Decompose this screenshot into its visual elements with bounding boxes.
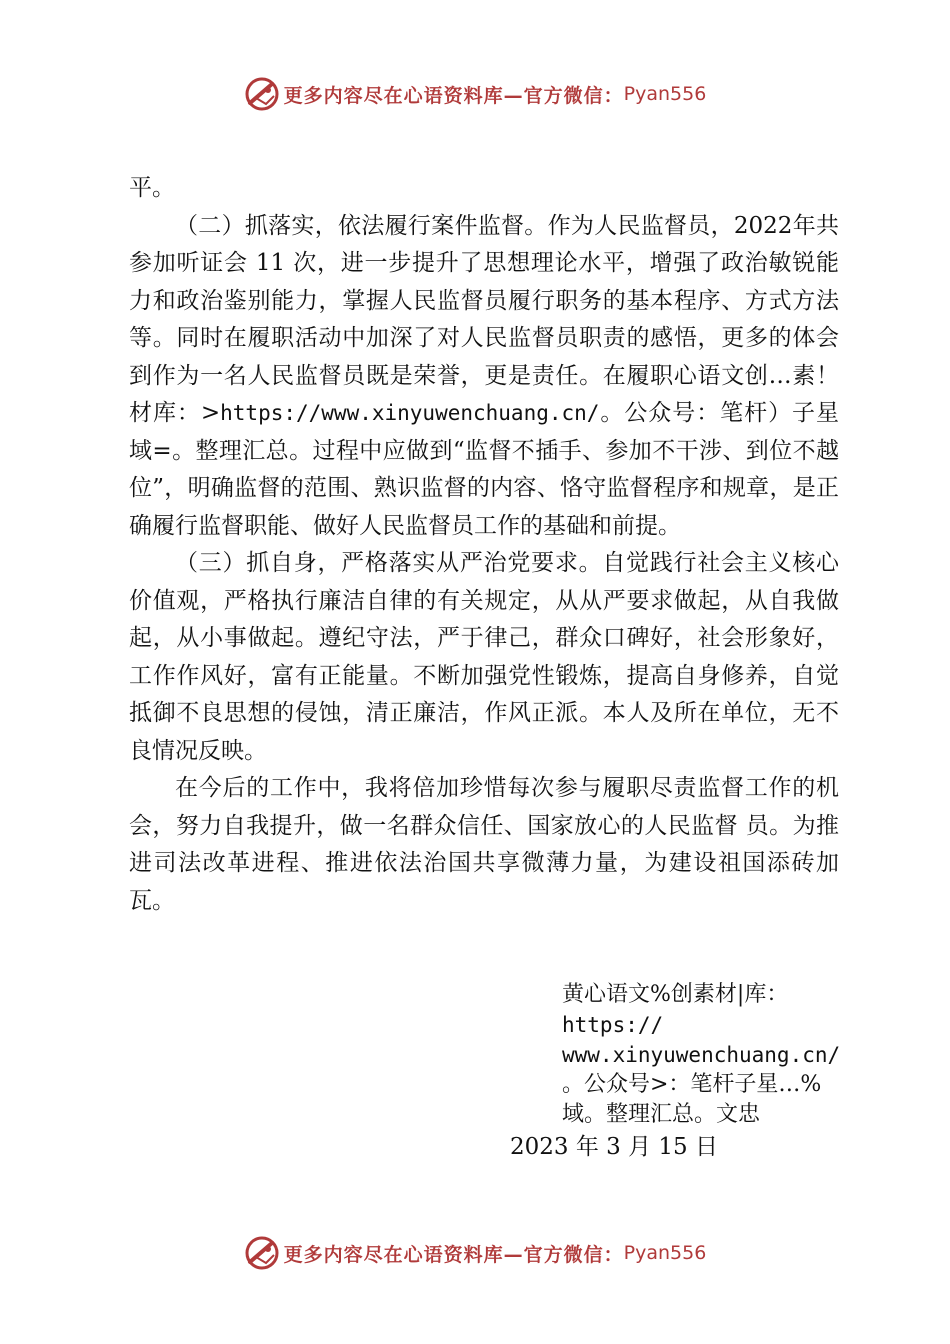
banner-text: 更多内容尽在心语资料库—官方微信：	[283, 1243, 624, 1266]
header-watermark-banner	[0, 74, 950, 114]
paragraph-self-discipline: （三）抓自身，严格落实从严治党要求。自觉践行社会主义核心价值观，严格执行廉洁自律的有关规定，从从严要求做起，从自我做起，从小事做起。遵纪守法，严于律己，群众口碑好，社会形象好，工作作风好，富有正能量。不断加强党性锻炼，提高自身修养，自觉抵御不良思想的侵蚀，清正廉洁，作风正派。本人及所在单位，无不良情况反映。	[129, 550, 839, 764]
pen-logo-icon	[244, 76, 280, 112]
paragraph-text: （二）抓落实，依法履行案件监督。作为人民监督员，2022年共参加听证会 11 次，进一步提升了思想理论水平，增强了政治敏锐能力和政治鉴别能力，掌握人民监督员履行职务的基本程序、方式方法等。同时在履职活动中加深了对人民监督员职责的感悟，更多的体会到作为一名人民监督员既是荣誉，更是责任。在履职心语文创…素！材库：>	[129, 212, 839, 426]
paragraph-text-rest: 。公众号：笔杆）子星域=。整理汇总。过程中应做到“监督不插手、参加不干涉、到位不越位”，明确监督的范围、熟识监督的内容、恪守监督程序和规章，是正确履行监督职能、做好人民监督员工作的基础和前提。	[129, 400, 839, 539]
banner-brand: Pyan556	[623, 83, 707, 105]
signature-line: 。公众号>：笔杆子星…%	[562, 1072, 822, 1097]
signature-url-line: https://	[562, 1013, 664, 1037]
pen-logo-icon	[244, 1235, 280, 1271]
footer-watermark-banner	[0, 1233, 950, 1273]
document-body	[129, 170, 839, 920]
signature-block	[562, 980, 852, 1130]
paragraph-continuation: 平。	[129, 175, 175, 201]
paragraph-case-supervision	[129, 208, 839, 546]
signature-line: 域。整理汇总。文忠	[562, 1102, 761, 1127]
document-date: 2023 年 3 月 15 日	[510, 1134, 718, 1160]
signature-url-line: www.xinyuwenchuang.cn/	[562, 1043, 841, 1067]
website-url: https://www.xinyuwenchuang.cn/	[220, 401, 600, 425]
banner-text: 更多内容尽在心语资料库—官方微信：	[283, 84, 624, 107]
paragraph-future-work: 在今后的工作中，我将倍加珍惜每次参与履职尽责监督工作的机会，努力自我提升，做一名群众信任、国家放心的人民监督 员。为推进司法改革进程、推进依法治国共享微薄力量，为建设祖国添砖加瓦。	[129, 775, 839, 914]
signature-line: 黄心语文%创素材|库：	[562, 982, 789, 1007]
banner-brand: Pyan556	[623, 1242, 707, 1264]
